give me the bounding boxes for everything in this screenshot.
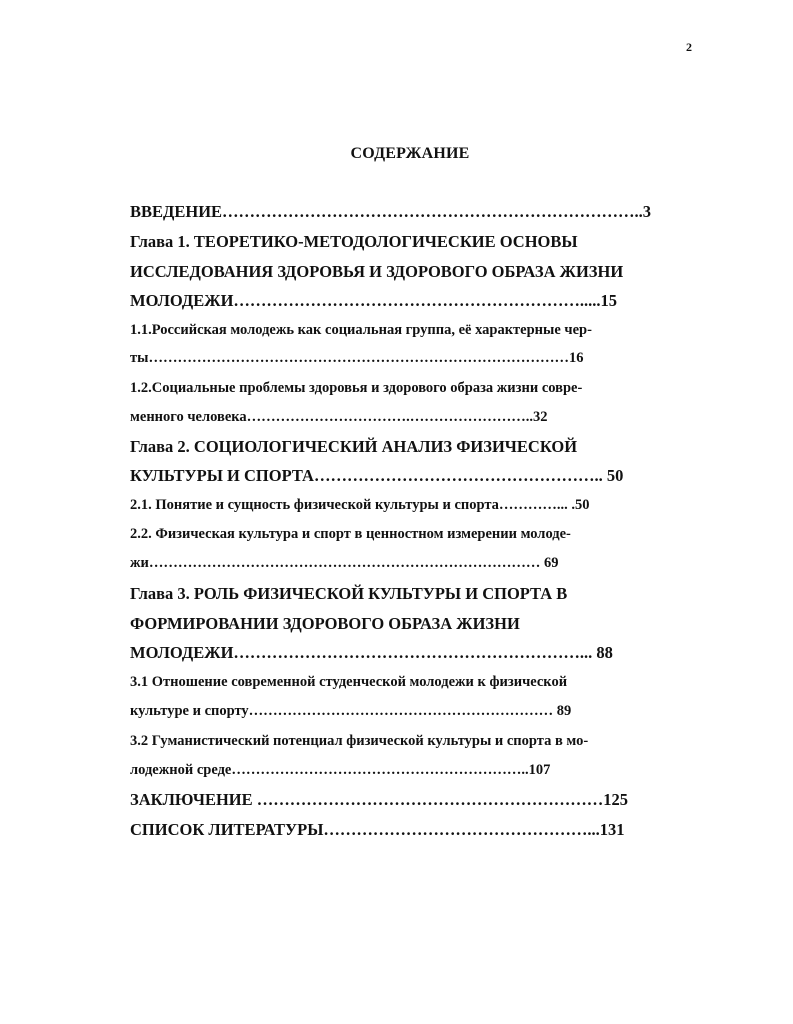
toc-section-2-1: 2.1. Понятие и сущность физической культуры и спорта…………... .50 [130,497,590,513]
toc-chapter-2-line-1: Глава 2. СОЦИОЛОГИЧЕСКИЙ АНАЛИЗ ФИЗИЧЕСКОЙ [130,437,578,456]
toc-entry-bibliography: СПИСОК ЛИТЕРАТУРЫ…………………………………………...131 [130,820,625,839]
toc-chapter-3-line-3: МОЛОДЕЖИ………………………………………………………... 88 [130,643,613,662]
toc-section-3-1-line-2: культуре и спорту……………………………………………………… 89 [130,703,572,719]
toc-section-1-2-line-1: 1.2.Социальные проблемы здоровья и здорового образа жизни совре- [130,380,583,396]
toc-entry-conclusion: ЗАКЛЮЧЕНИЕ ………………………………………………………125 [130,790,628,809]
toc-section-1-2-line-2: менного человека…………………………….……………………..32 [130,409,548,425]
toc-section-3-2-line-2: лодежной среде……………………………………………………..107 [130,762,551,778]
page-number: 2 [686,40,692,54]
toc-section-2-2-line-1: 2.2. Физическая культура и спорт в ценностном измерении молоде- [130,526,571,542]
toc-section-1-1-line-2: ты……………………………………………………………………………16 [130,350,584,366]
toc-chapter-1-line-2: ИССЛЕДОВАНИЯ ЗДОРОВЬЯ И ЗДОРОВОГО ОБРАЗА ЖИЗНИ [130,262,624,281]
toc-chapter-1-line-3: МОЛОДЕЖИ……………………………………………………….....15 [130,291,618,310]
toc-section-3-1-line-1: 3.1 Отношение современной студенческой молодежи к физической [130,674,568,690]
toc-entry-introduction: ВВЕДЕНИЕ…………………………………………………………………..3 [130,202,652,221]
toc-chapter-2-line-2: КУЛЬТУРЫ И СПОРТА…………………………………………….. 50 [130,466,624,485]
toc-chapter-3-line-1: Глава 3. РОЛЬ ФИЗИЧЕСКОЙ КУЛЬТУРЫ И СПОРТА В [130,584,568,603]
toc-chapter-3-line-2: ФОРМИРОВАНИИ ЗДОРОВОГО ОБРАЗА ЖИЗНИ [130,614,520,633]
page-title: СОДЕРЖАНИЕ [350,145,470,162]
toc-section-1-1-line-1: 1.1.Российская молодежь как социальная группа, её характерные чер- [130,322,592,338]
toc-section-2-2-line-2: жи……………………………………………………………………… 69 [130,555,559,571]
toc-chapter-1-line-1: Глава 1. ТЕОРЕТИКО-МЕТОДОЛОГИЧЕСКИЕ ОСНОВЫ [130,232,578,251]
toc-section-3-2-line-1: 3.2 Гуманистический потенциал физической культуры и спорта в мо- [130,733,589,749]
